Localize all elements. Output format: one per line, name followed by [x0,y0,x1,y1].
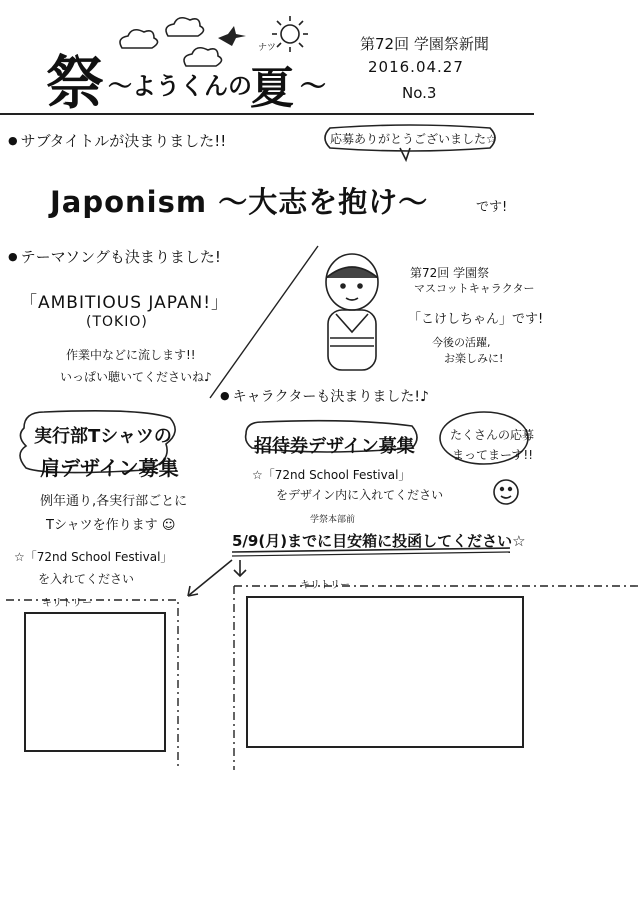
arrow-icon [234,560,246,576]
festival-subtitle-suffix: です! [476,200,508,215]
cloud-icon [184,48,222,66]
waiting-bubble-text: まってまーす!! [452,448,534,462]
newsletter-title-tilde: 〜 [300,72,327,102]
ticket-title: 招待券デザイン募集 [254,436,415,457]
tshirt-title: 肩デザイン募集 [40,456,179,480]
theme-song-title: 「AMBITIOUS JAPAN!」 [20,293,230,313]
deadline-ruby: 学祭本部前 [310,515,356,525]
cloud-icon [166,18,204,36]
arrow-icon [188,560,232,596]
cut-label: キリトリー [42,598,92,609]
thanks-bubble-text: 応募ありがとうございました☆ [330,132,497,146]
ticket-design-box[interactable] [246,596,524,748]
tshirt-note: ☆「72nd School Festival」 [14,550,173,564]
cut-label: キリトリー [300,580,350,591]
deadline-text: 5/9(月)までに目安箱に投函してください☆ [232,532,526,550]
cloud-icon [120,30,158,48]
newsletter-title-sub: 〜ようくんの [108,72,252,100]
theme-song-note: 作業中などに流します!! [66,348,196,362]
issue-label: 第72回 学園祭新聞 [360,35,489,53]
tshirt-design-box[interactable] [24,612,166,752]
ticket-note: をデザイン内に入れてください [276,488,444,502]
festival-subtitle: Japonism 〜大志を抱け〜 [50,185,429,219]
bird-icon [218,26,246,46]
issue-number: No.3 [402,84,437,102]
mascot-name: 「こけしちゃん」です! [408,312,544,327]
smiley-icon [494,480,518,504]
mascot-caption: マスコットキャラクター [414,282,535,295]
sun-icon [272,16,308,52]
mascot-caption: お楽しみに! [444,352,504,365]
tshirt-body: 例年通り,各実行部ごとに [40,494,188,509]
subtitle-heading: ● サブタイトルが決まりました!! [8,130,226,151]
ticket-note: ☆「72nd School Festival」 [252,468,411,482]
mascot-caption: 今後の活躍, [432,336,491,349]
deadline-underline [232,552,510,556]
kokeshi-mascot-illustration [326,254,378,370]
newsletter-title-ruby: ナツ [258,43,276,53]
tshirt-note: を入れてください [38,572,135,586]
newsletter-title-natsu: 夏 [250,63,294,114]
character-heading: ● キャラクターも決まりました!♪ [220,386,429,406]
tshirt-title: 実行部Tシャツの [34,426,172,447]
tshirt-body: Tシャツを作ります ☺ [46,518,176,533]
header-divider [0,113,534,115]
waiting-bubble-text: たくさんの応募 [450,428,535,442]
theme-song-artist: (TOKIO) [86,314,148,330]
issue-date: 2016.04.27 [368,58,464,76]
mascot-caption: 第72回 学園祭 [410,266,490,280]
theme-song-heading: ● テーマソングも決まりました! [8,246,221,267]
theme-song-note: いっぱい聴いてくださいね♪ [60,370,212,384]
divider-line [210,246,318,398]
newsletter-title: 祭 [46,49,103,117]
